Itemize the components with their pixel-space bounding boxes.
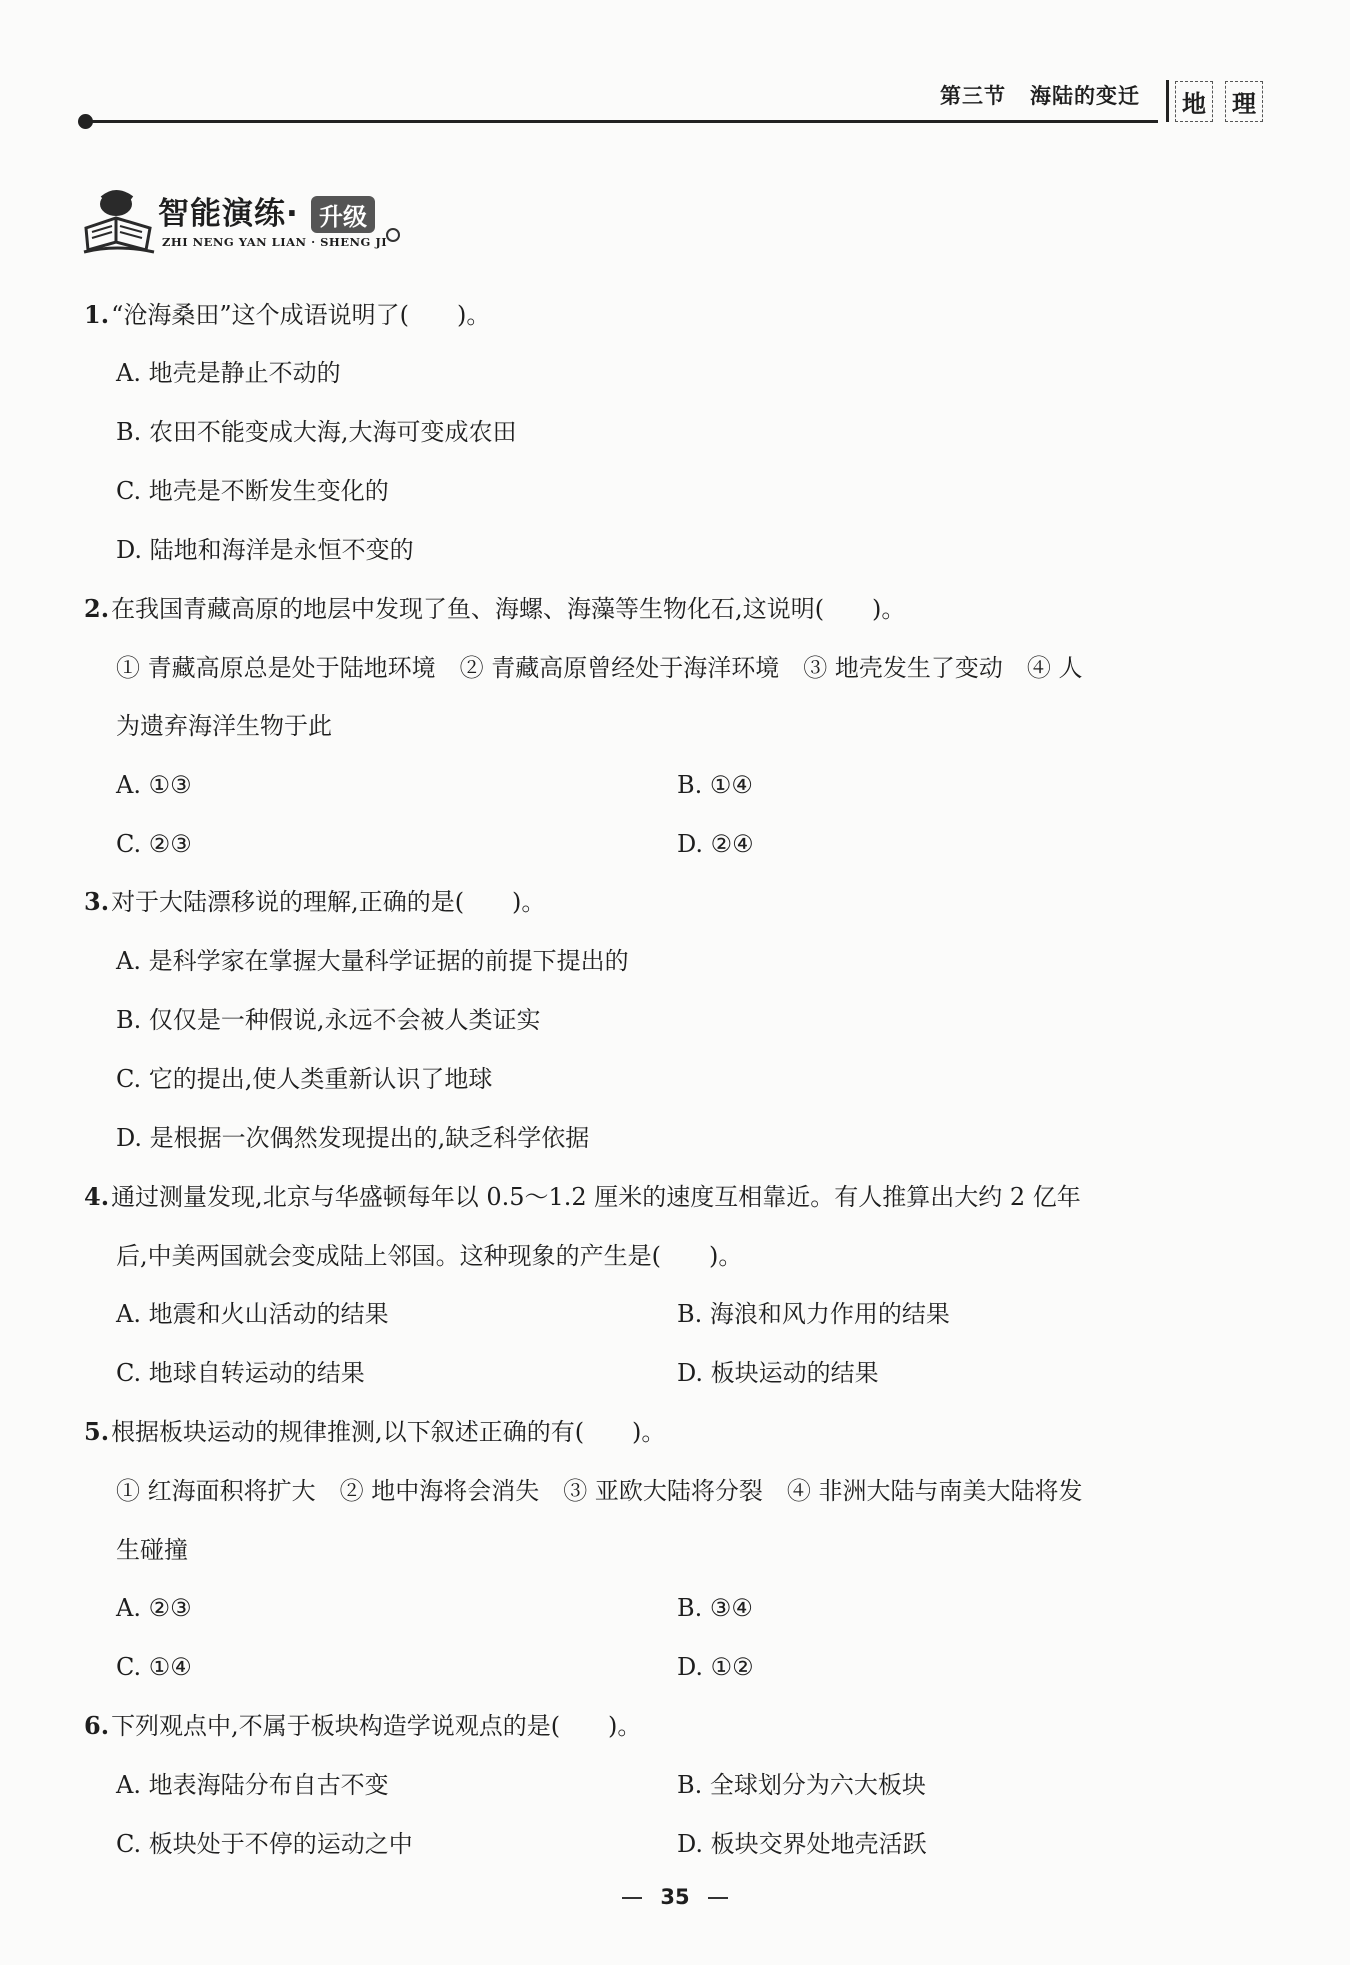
- question-1-option-c: C. 地壳是不断发生变化的: [116, 477, 389, 505]
- question-3-option-a: A. 是科学家在掌握大量科学证据的前提下提出的: [116, 947, 629, 975]
- question-4-option-c: C. 地球自转运动的结果: [116, 1359, 365, 1387]
- subject-char-2: 理: [1225, 81, 1263, 122]
- running-header: [940, 80, 1140, 110]
- question-5-option-b: B. ③④: [677, 1594, 753, 1622]
- question-2-option-b: B. ①④: [677, 771, 753, 799]
- book-reader-icon: [80, 188, 158, 256]
- question-3-stem: 3.对于大陆漂移说的理解,正确的是( )。: [84, 887, 546, 916]
- question-6-stem: 6.下列观点中,不属于板块构造学说观点的是( )。: [84, 1711, 642, 1740]
- section-banner: [80, 180, 420, 260]
- section-label: 第三节: [940, 83, 1006, 108]
- question-4-option-a: A. 地震和火山活动的结果: [116, 1300, 389, 1328]
- page-number-dash-left: [622, 1897, 642, 1899]
- question-5-stem: 5.根据板块运动的规律推测,以下叙述正确的有( )。: [84, 1417, 666, 1446]
- question-1-stem: 1.“沧海桑田”这个成语说明了( )。: [84, 300, 491, 329]
- page-number: 35: [0, 1885, 1350, 1909]
- question-4-option-d: D. 板块运动的结果: [677, 1359, 879, 1387]
- question-5-option-d: D. ①②: [677, 1653, 754, 1681]
- chapter-title: 海陆的变迁: [1030, 83, 1140, 108]
- banner-pinyin: ZHI NENG YAN LIAN · SHENG JI: [162, 235, 388, 249]
- question-3-option-b: B. 仅仅是一种假说,永远不会被人类证实: [116, 1006, 541, 1034]
- question-2-stem: 2.在我国青藏高原的地层中发现了鱼、海螺、海藻等生物化石,这说明( )。: [84, 594, 906, 623]
- header-rule: [86, 120, 1158, 123]
- banner-badge: 升级: [311, 196, 375, 233]
- question-2-option-d: D. ②④: [677, 830, 754, 858]
- page-number-dash-right: [708, 1897, 728, 1899]
- question-1-option-b: B. 农田不能变成大海,大海可变成农田: [116, 418, 517, 446]
- question-4-stem: 4.通过测量发现,北京与华盛顿每年以 0.5～1.2 厘米的速度互相靠近。有人推算出大约 2 亿年: [84, 1182, 1081, 1211]
- question-2-statements-line2: 为遗弃海洋生物于此: [116, 712, 332, 740]
- subject-tag: [1166, 80, 1269, 122]
- banner-title: 智能演练·: [158, 196, 299, 232]
- question-5-statements-line2: 生碰撞: [116, 1536, 188, 1564]
- question-3-option-c: C. 它的提出,使人类重新认识了地球: [116, 1065, 493, 1093]
- question-6-option-a: A. 地表海陆分布自古不变: [116, 1771, 389, 1799]
- question-2-option-c: C. ②③: [116, 830, 192, 858]
- banner-circle: [386, 228, 400, 242]
- question-4-stem-line2: 后,中美两国就会变成陆上邻国。这种现象的产生是( )。: [116, 1242, 743, 1270]
- question-3-option-d: D. 是根据一次偶然发现提出的,缺乏科学依据: [116, 1124, 590, 1152]
- question-4-option-b: B. 海浪和风力作用的结果: [677, 1300, 950, 1328]
- question-5-statements-line1: ① 红海面积将扩大 ② 地中海将会消失 ③ 亚欧大陆将分裂 ④ 非洲大陆与南美大陆将发: [116, 1477, 1083, 1505]
- question-5-option-a: A. ②③: [116, 1594, 192, 1622]
- question-1-option-a: A. 地壳是静止不动的: [116, 359, 341, 387]
- question-1-option-d: D. 陆地和海洋是永恒不变的: [116, 536, 414, 564]
- question-6-option-b: B. 全球划分为六大板块: [677, 1771, 926, 1799]
- subject-char-1: 地: [1175, 81, 1213, 122]
- question-2-statements-line1: ① 青藏高原总是处于陆地环境 ② 青藏高原曾经处于海洋环境 ③ 地壳发生了变动 ④ 人: [116, 654, 1083, 682]
- question-6-option-c: C. 板块处于不停的运动之中: [116, 1830, 413, 1858]
- question-5-option-c: C. ①④: [116, 1653, 192, 1681]
- question-6-option-d: D. 板块交界处地壳活跃: [677, 1830, 927, 1858]
- question-2-option-a: A. ①③: [116, 771, 192, 799]
